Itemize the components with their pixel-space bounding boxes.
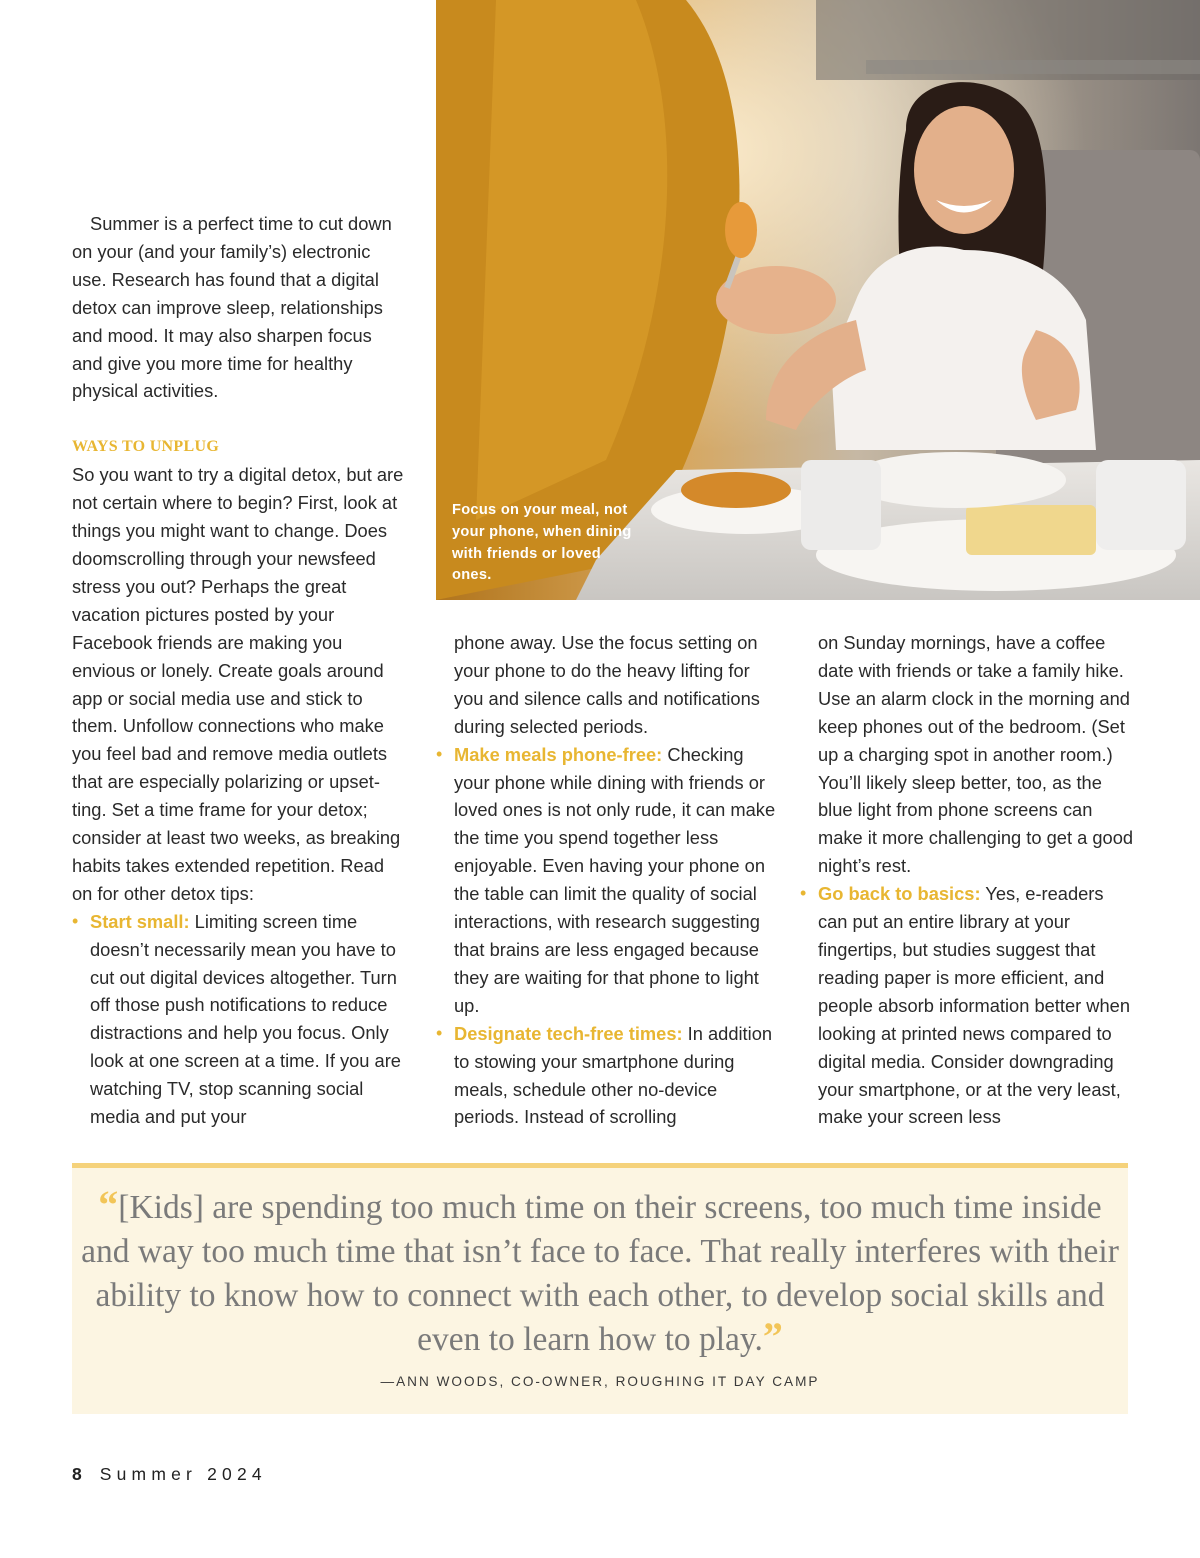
section-heading: WAYS TO UNPLUG: [72, 438, 220, 456]
column-1: [72, 210, 406, 1131]
tip-item: [436, 741, 776, 1020]
column-3: [800, 629, 1134, 1131]
page-footer: [72, 1464, 267, 1485]
pull-quote-text: [Kids] are spending too much time on their screens, too much time inside and way too much time that isn’t face to face. That really interferes with their ability to know how to connect with each other, to develop social skills and even to learn how to play.: [81, 1189, 1119, 1358]
pull-quote: [80, 1182, 1120, 1362]
tip-text: In addition to stowing your smartphone during meals, schedule other no-device periods. Instead of scrolling: [454, 1022, 773, 1128]
tip-item: [72, 908, 406, 1131]
tip-item: [800, 880, 1134, 1131]
section-body: So you want to try a digital detox, but are not certain where to begin? First, look at things you might want to change. Does doomscrolling through your newsfeed stress you out? Perhaps the great vacation pictures posted by your Facebook friends are making you envious or lonely. Create goals around app or social media use and stick to them. Unfollow connections who make you feel bad and remove media outlets that are especially polarizing or upsetting. Set a time frame for your detox; consider at least two weeks, as breaking habits takes extended repetition. Read on for other detox tips:: [72, 464, 404, 904]
open-quote-mark: “: [98, 1182, 119, 1227]
quote-attribution: —ANN WOODS, CO-OWNER, ROUGHING IT DAY CAMP: [380, 1374, 820, 1389]
continued-paragraph: phone away. Use the focus setting on your phone to do the heavy lifting for you and silence calls and notifications during selected periods.: [454, 632, 760, 737]
close-quote-mark: ”: [762, 1314, 783, 1359]
intro-paragraph: Summer is a perfect time to cut down on your (and your family’s) electronic use. Research has found that a digital detox can improve sleep, relationships and mood. It may also sharpen focus and give you more time for healthy physical activities.: [72, 213, 392, 402]
tip-lead: Start small:: [90, 910, 190, 932]
tip-lead: Designate tech-free times:: [454, 1022, 683, 1044]
issue-label: Summer 2024: [99, 1464, 267, 1484]
column-2: [436, 629, 776, 1131]
tip-text: Checking your phone while dining with friends or loved ones is not only rude, it can make the time you spend together less enjoyable. Even having your phone on the table can limit the quality of social interactions, with research suggesting that brains are less engaged because they are waiting for that phone to light up.: [454, 743, 776, 1016]
page-number: 8: [72, 1464, 82, 1484]
continued-paragraph: on Sunday mornings, have a coffee date with friends or take a family hike. Use an alarm clock in the morning and keep phones out of the bedroom. (Set up a charging spot in another room.) You’ll likely sleep better, too, as the blue light from phone screens can make it more challenging to get a good night’s rest.: [818, 632, 1134, 877]
tip-lead: Go back to basics:: [818, 883, 981, 905]
tip-item: [436, 1020, 776, 1132]
photo-caption: Focus on your meal, not your phone, when dining with friends or loved ones.: [452, 502, 632, 584]
tip-lead: Make meals phone-free:: [454, 743, 663, 765]
tip-text: Limiting screen time doesn’t necessarily mean you have to cut out digital devices altogether. Turn off those push notifications to reduce distractions and help you focus. Only look at one screen at a time. If you are watching TV, stop scanning social media and put your: [90, 910, 401, 1128]
tip-text: Yes, e-readers can put an entire library at your fingertips, but studies suggest that reading paper is more efficient, and people absorb information better when looking at printed news compared to digital media. Consider downgrading your smartphone, or at the very least, make your screen less: [818, 883, 1130, 1128]
